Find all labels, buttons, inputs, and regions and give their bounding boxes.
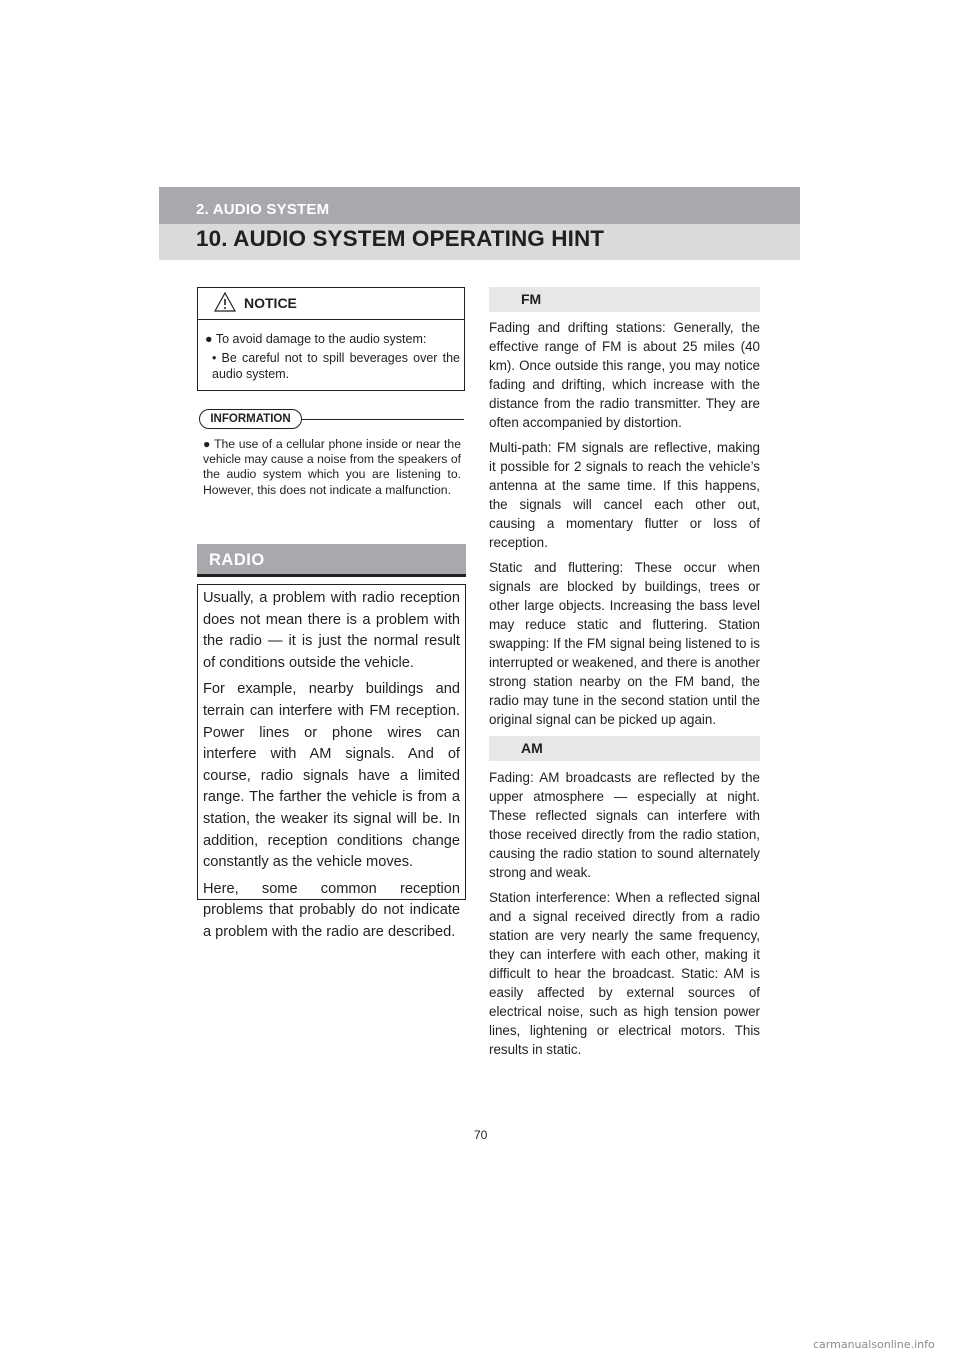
am-section [489,768,760,1065]
fm-section [489,318,760,735]
bullet-icon: ● [203,437,211,451]
notice-box [197,287,465,391]
notice-title: NOTICE [244,295,297,311]
page-number: 70 [474,1128,488,1142]
fm-paragraph: Static and fluttering: These occur when signals are blocked by buildings, trees or other large objects. Increasing the bass level may reduce static and fluttering. Station swapping: If the FM signal being listened to is interrupted or weakened, and there is another strong station nearby on the FM band, the radio may tune in the second station until the original signal can be picked up again. [489,560,760,727]
notice-bullet-text: To avoid damage to the audio system: [215,332,427,346]
fm-heading [489,287,760,312]
info-text: The use of a cellular phone inside or near the vehicle may cause a noise from the speakers of the audio system which you are listening to. However, this does not indicate a malfunction. [203,437,461,497]
warning-triangle-icon [214,292,236,312]
am-paragraph: Fading: AM broadcasts are reflected by the upper atmosphere — especially at night. These reflected signals can interfere with those received directly from the radio station, causing the radio station to sound alternately strong and weak. [489,770,760,880]
radio-paragraph: Here, some common reception problems that probably do not indicate a problem with the radio are described. [203,880,460,940]
watermark: carmanualsonline.info [813,1338,935,1351]
radio-box [197,584,466,940]
fm-paragraph: Fading and drifting stations: Generally, the effective range of FM is about 25 miles (40 km). Once outside this range, you may notice fading and drifting, which increase with the distance from the radio transmitter. They are often accompanied by distortion. [489,320,760,430]
notice-bullet [205,331,459,347]
radio-rule [197,574,466,577]
notice-header [198,288,464,320]
am-heading [489,736,760,761]
info-rule [289,419,464,420]
radio-paragraph: Usually, a problem with radio reception does not mean there is a problem with the radio — it is just the normal result of conditions outside the vehicle. [203,590,460,671]
info-tag: INFORMATION [199,409,302,429]
am-title: AM [521,740,543,756]
radio-title: RADIO [209,551,265,569]
info-body [203,437,461,498]
fm-paragraph: Multi-path: FM signals are reflective, making it possible for 2 signals to reach the vehicle’s antenna at the same time. If this happens, the signals will cancel each other out, causing a momentary flutter or loss of reception. [489,440,760,550]
radio-paragraph: For example, nearby buildings and terrain can interfere with FM reception. Power lines or phone wires can interfere with AM signals. And of course, radio signals have a limited range. The farther the vehicle is from a station, the weaker its signal will be. In addition, reception conditions change constantly as the vehicle moves. [203,681,460,871]
bullet-icon: ● [205,332,213,346]
page-title: 10. AUDIO SYSTEM OPERATING HINT [196,226,605,251]
notice-sub-item: • Be careful not to spill beverages over the audio system. [212,351,460,381]
section-label: 2. AUDIO SYSTEM [196,201,330,218]
am-paragraph: Station interference: When a reflected signal and a signal received directly from a radio station are very nearly the same frequency, they can interfere with each other, making it difficult to hear the broadcast. Static: AM is easily affected by external sources of electrical noise, such as high tension power lines, lightening or electrical motors. This results in static. [489,890,760,1057]
radio-banner [197,544,466,574]
fm-title: FM [521,291,542,307]
